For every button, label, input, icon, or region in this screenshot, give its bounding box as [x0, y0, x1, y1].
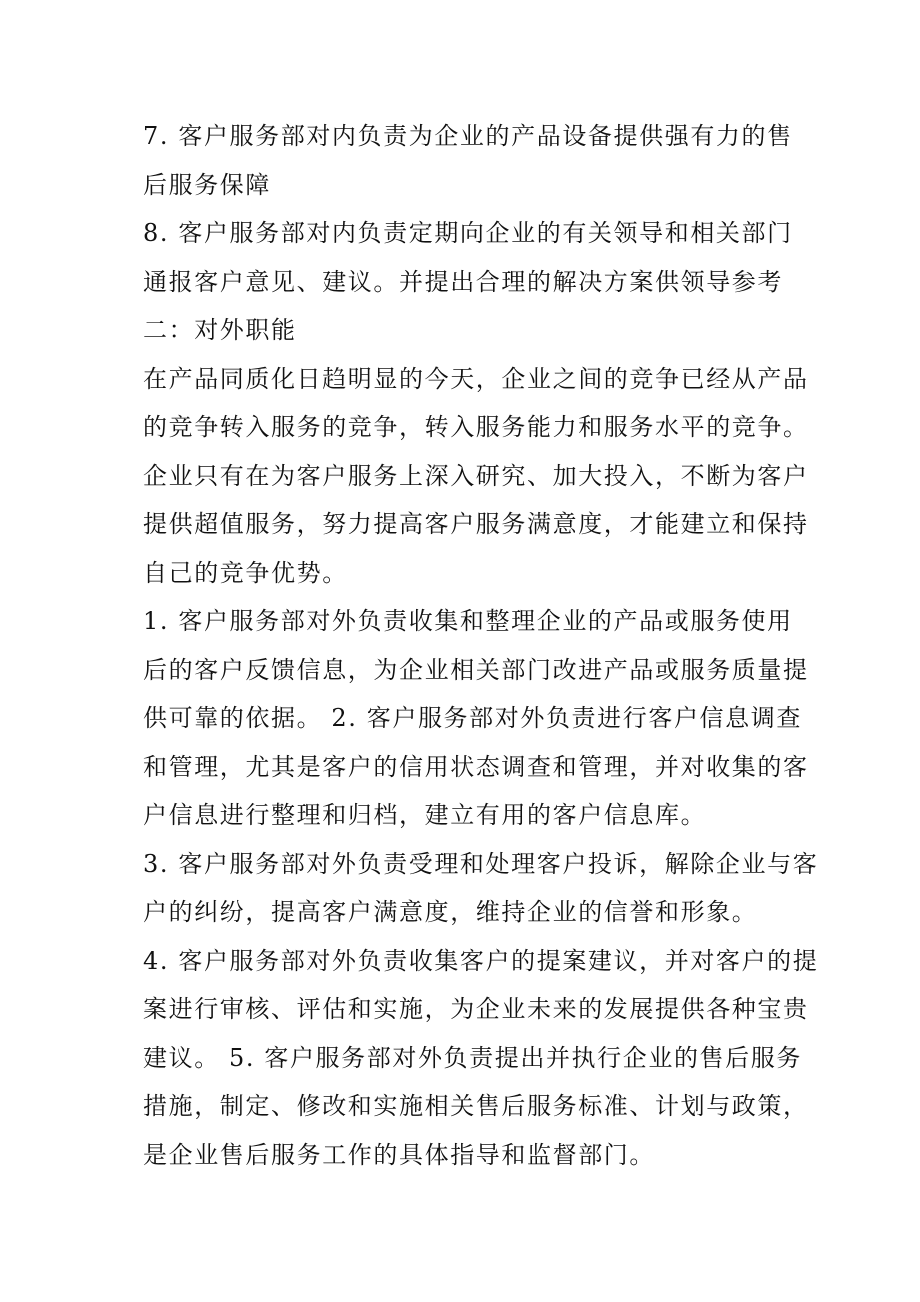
text-line-7: 的竞争转入服务的竞争，转入服务能力和服务水平的竞争。 — [143, 413, 809, 441]
text-line-16: 3. 客户服务部对外负责受理和处理客户投诉，解除企业与客 — [143, 849, 819, 878]
text-line-6: 在产品同质化日趋明显的今天，企业之间的竞争已经从产品 — [143, 364, 809, 393]
section-heading: 二：对外职能 — [143, 316, 297, 344]
text-line-14: 和管理，尤其是客户的信用状态调查和管理，并对收集的客 — [143, 752, 809, 781]
text-line-11: 1. 客户服务部对外负责收集和整理企业的产品或服务使用 — [143, 607, 793, 635]
text-line-17: 户的纠纷，提高客户满意度，维持企业的信誉和形象。 — [143, 898, 758, 926]
text-line-22: 是企业售后服务工作的具体指导和监督部门。 — [143, 1140, 655, 1169]
text-line-8: 企业只有在为客户服务上深入研究、加大投入，不断为客户 — [143, 461, 809, 490]
document-body — [143, 112, 819, 1179]
text-line-2: 后服务保障 — [143, 170, 271, 199]
text-line-1: 7. 客户服务部对内负责为企业的产品设备提供强有力的售 — [143, 122, 793, 150]
text-line-4: 通报客户意见、建议。并提出合理的解决方案供领导参考 — [143, 267, 783, 296]
text-line-13: 供可靠的依据。 2. 客户服务部对外负责进行客户信息调查 — [143, 704, 802, 732]
text-line-21: 措施，制定、修改和实施相关售后服务标准、计划与政策， — [143, 1092, 809, 1120]
text-line-3: 8. 客户服务部对内负责定期向企业的有关领导和相关部门 — [143, 219, 793, 247]
text-line-10: 自己的竞争优势。 — [143, 558, 348, 587]
text-line-18: 4. 客户服务部对外负责收集客户的提案建议，并对客户的提 — [143, 946, 819, 975]
text-line-9: 提供超值服务，努力提高客户服务满意度，才能建立和保持 — [143, 510, 809, 538]
text-line-20: 建议。 5. 客户服务部对外负责提出并执行企业的售后服务 — [143, 1043, 802, 1072]
text-line-19: 案进行审核、评估和实施，为企业未来的发展提供各种宝贵 — [143, 995, 809, 1023]
text-line-15: 户信息进行整理和归档，建立有用的客户信息库。 — [143, 801, 707, 829]
text-line-12: 后的客户反馈信息，为企业相关部门改进产品或服务质量提 — [143, 655, 809, 684]
